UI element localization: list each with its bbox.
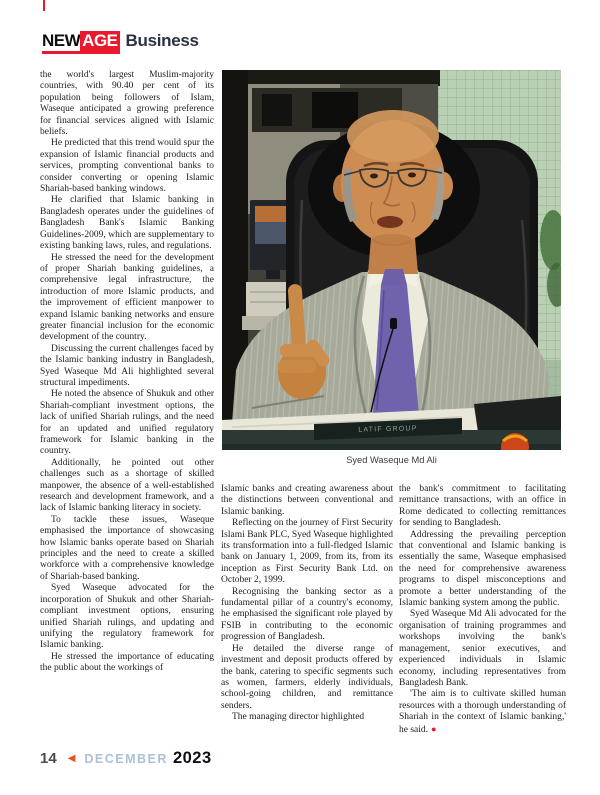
page-number: 14 [40, 750, 57, 767]
left-triangle-icon: ◀ [67, 753, 76, 764]
paragraph: He stressed the need for the development of proper Shariah banking guidelines, a comprehensive legal infrastructure, the introduction of more Islamic products, and the improvement of efficient manpower to expand Islamic banking networks and ensure greater financial inclusion for the economic development of the country. [40, 252, 214, 343]
article-column-3 [399, 484, 566, 762]
paragraph: the bank's commitment to facilitating remittance transactions, with an office in Rome dedicated to collecting remittances for sending to Bangladesh. [399, 484, 566, 529]
logo-age: AGE [80, 31, 119, 54]
paragraph: the world's largest Muslim-majority countries, with 90.40 per cent of its population being followers of Islam, Waseque anticipated a growing preference for financial services aligned with Islamic beliefs. [40, 70, 214, 138]
paragraph: He clarified that Islamic banking in Bangladesh operates under the guidelines of Bangladesh Bank's Islamic Banking Guidelines-2009, which are supplementary to existing banking laws, rules, and regulations. [40, 195, 214, 252]
logo-business: Business [125, 31, 199, 50]
photo [222, 70, 561, 450]
article-end-mark: ● [431, 723, 437, 734]
paragraph: Reflecting on the journey of First Security Islami Bank PLC, Syed Waseque highlighted its transformation into a full-fledged Islamic bank on January 1, 2009, from its, from its inception as First Security Bank Ltd. on October 2, 1999. [221, 518, 393, 586]
photo-illustration [222, 70, 561, 450]
logo-new: NEW [42, 31, 80, 54]
paragraph: Islamic banks and creating awareness about the distinctions between conventional and Islamic banking. [221, 484, 393, 517]
article-column-1 [40, 70, 214, 752]
photo-caption: Syed Waseque Md Ali [346, 455, 437, 465]
footer-year: 2023 [172, 749, 212, 767]
paragraph: Syed Waseque advocated for the incorporation of Shukuk and other Shariah-compliant investment options, ensuring unified Shariah rulings, and updating and unifying the regulatory framework for Islamic banking. [40, 583, 214, 651]
crop-mark [43, 0, 45, 11]
masthead [42, 31, 199, 54]
paragraph: Additionally, he pointed out other challenges such as a shortage of skilled manpower, the absence of a well-established research and development framework, and a lack of Islamic banking literacy in society. [40, 457, 214, 514]
paragraph: The managing director highlighted [232, 712, 365, 723]
paragraph: Addressing the prevailing perception that conventional and Islamic banking is essentially the same, Waseque emphasised the need for comprehensive awareness programs to dispel misconceptions and promote a better understanding of the Islamic banking system among the public. [399, 529, 566, 609]
paragraph: He noted the absence of Shukuk and other Shariah-compliant investment options, the lack of unified Shariah rulings, and the need for an updated and unified regulatory framework for Islamic banking in the country. [40, 389, 214, 457]
footer-month: DECEMBER [84, 751, 168, 766]
page-footer [40, 749, 212, 768]
paragraph: 'The aim is to cultivate skilled human resources with a thorough understanding of Shariah in the context of Islamic banking,' he said. ● [399, 689, 566, 735]
paragraph: Syed Waseque Md Ali advocated for the organisation of training programmes and workshops involving the bank's management, senior executives, and experienced individuals in Islamic economy, including representatives from Bangladesh Bank. [399, 609, 566, 688]
paragraph: He predicted that this trend would spur the expansion of Islamic financial products and services, prompting conventional banks to consider converting or opening Islamic Shariah-based banking windows. [40, 138, 214, 195]
article-column-2 [221, 484, 393, 752]
paragraph: Discussing the current challenges faced by the Islamic banking industry in Bangladesh, Syed Waseque Md Ali highlighted several structural impediments. [40, 343, 214, 388]
paragraph: He stressed the importance of educating the public about the workings of [40, 651, 214, 674]
paragraph: To tackle these issues, Waseque emphasised the importance of showcasing how Islamic banks operate based on Shariah principles and the need to create a skilled workforce with a comprehensive knowledge of Shariah-based banking. [40, 514, 214, 582]
paragraph: He detailed the diverse range of investment and deposit products offered by the bank, catering to specific segments such as women, farmers, elderly individuals, school-going children, and remittance senders. [221, 643, 393, 711]
nameplate-text: LATIF GROUP [358, 425, 418, 434]
paragraph: Recognising the banking sector as a fundamental pillar of a country's economy, he emphasised the significant role played by FSIB in contributing to the economic progression of Bangladesh. [221, 586, 393, 643]
